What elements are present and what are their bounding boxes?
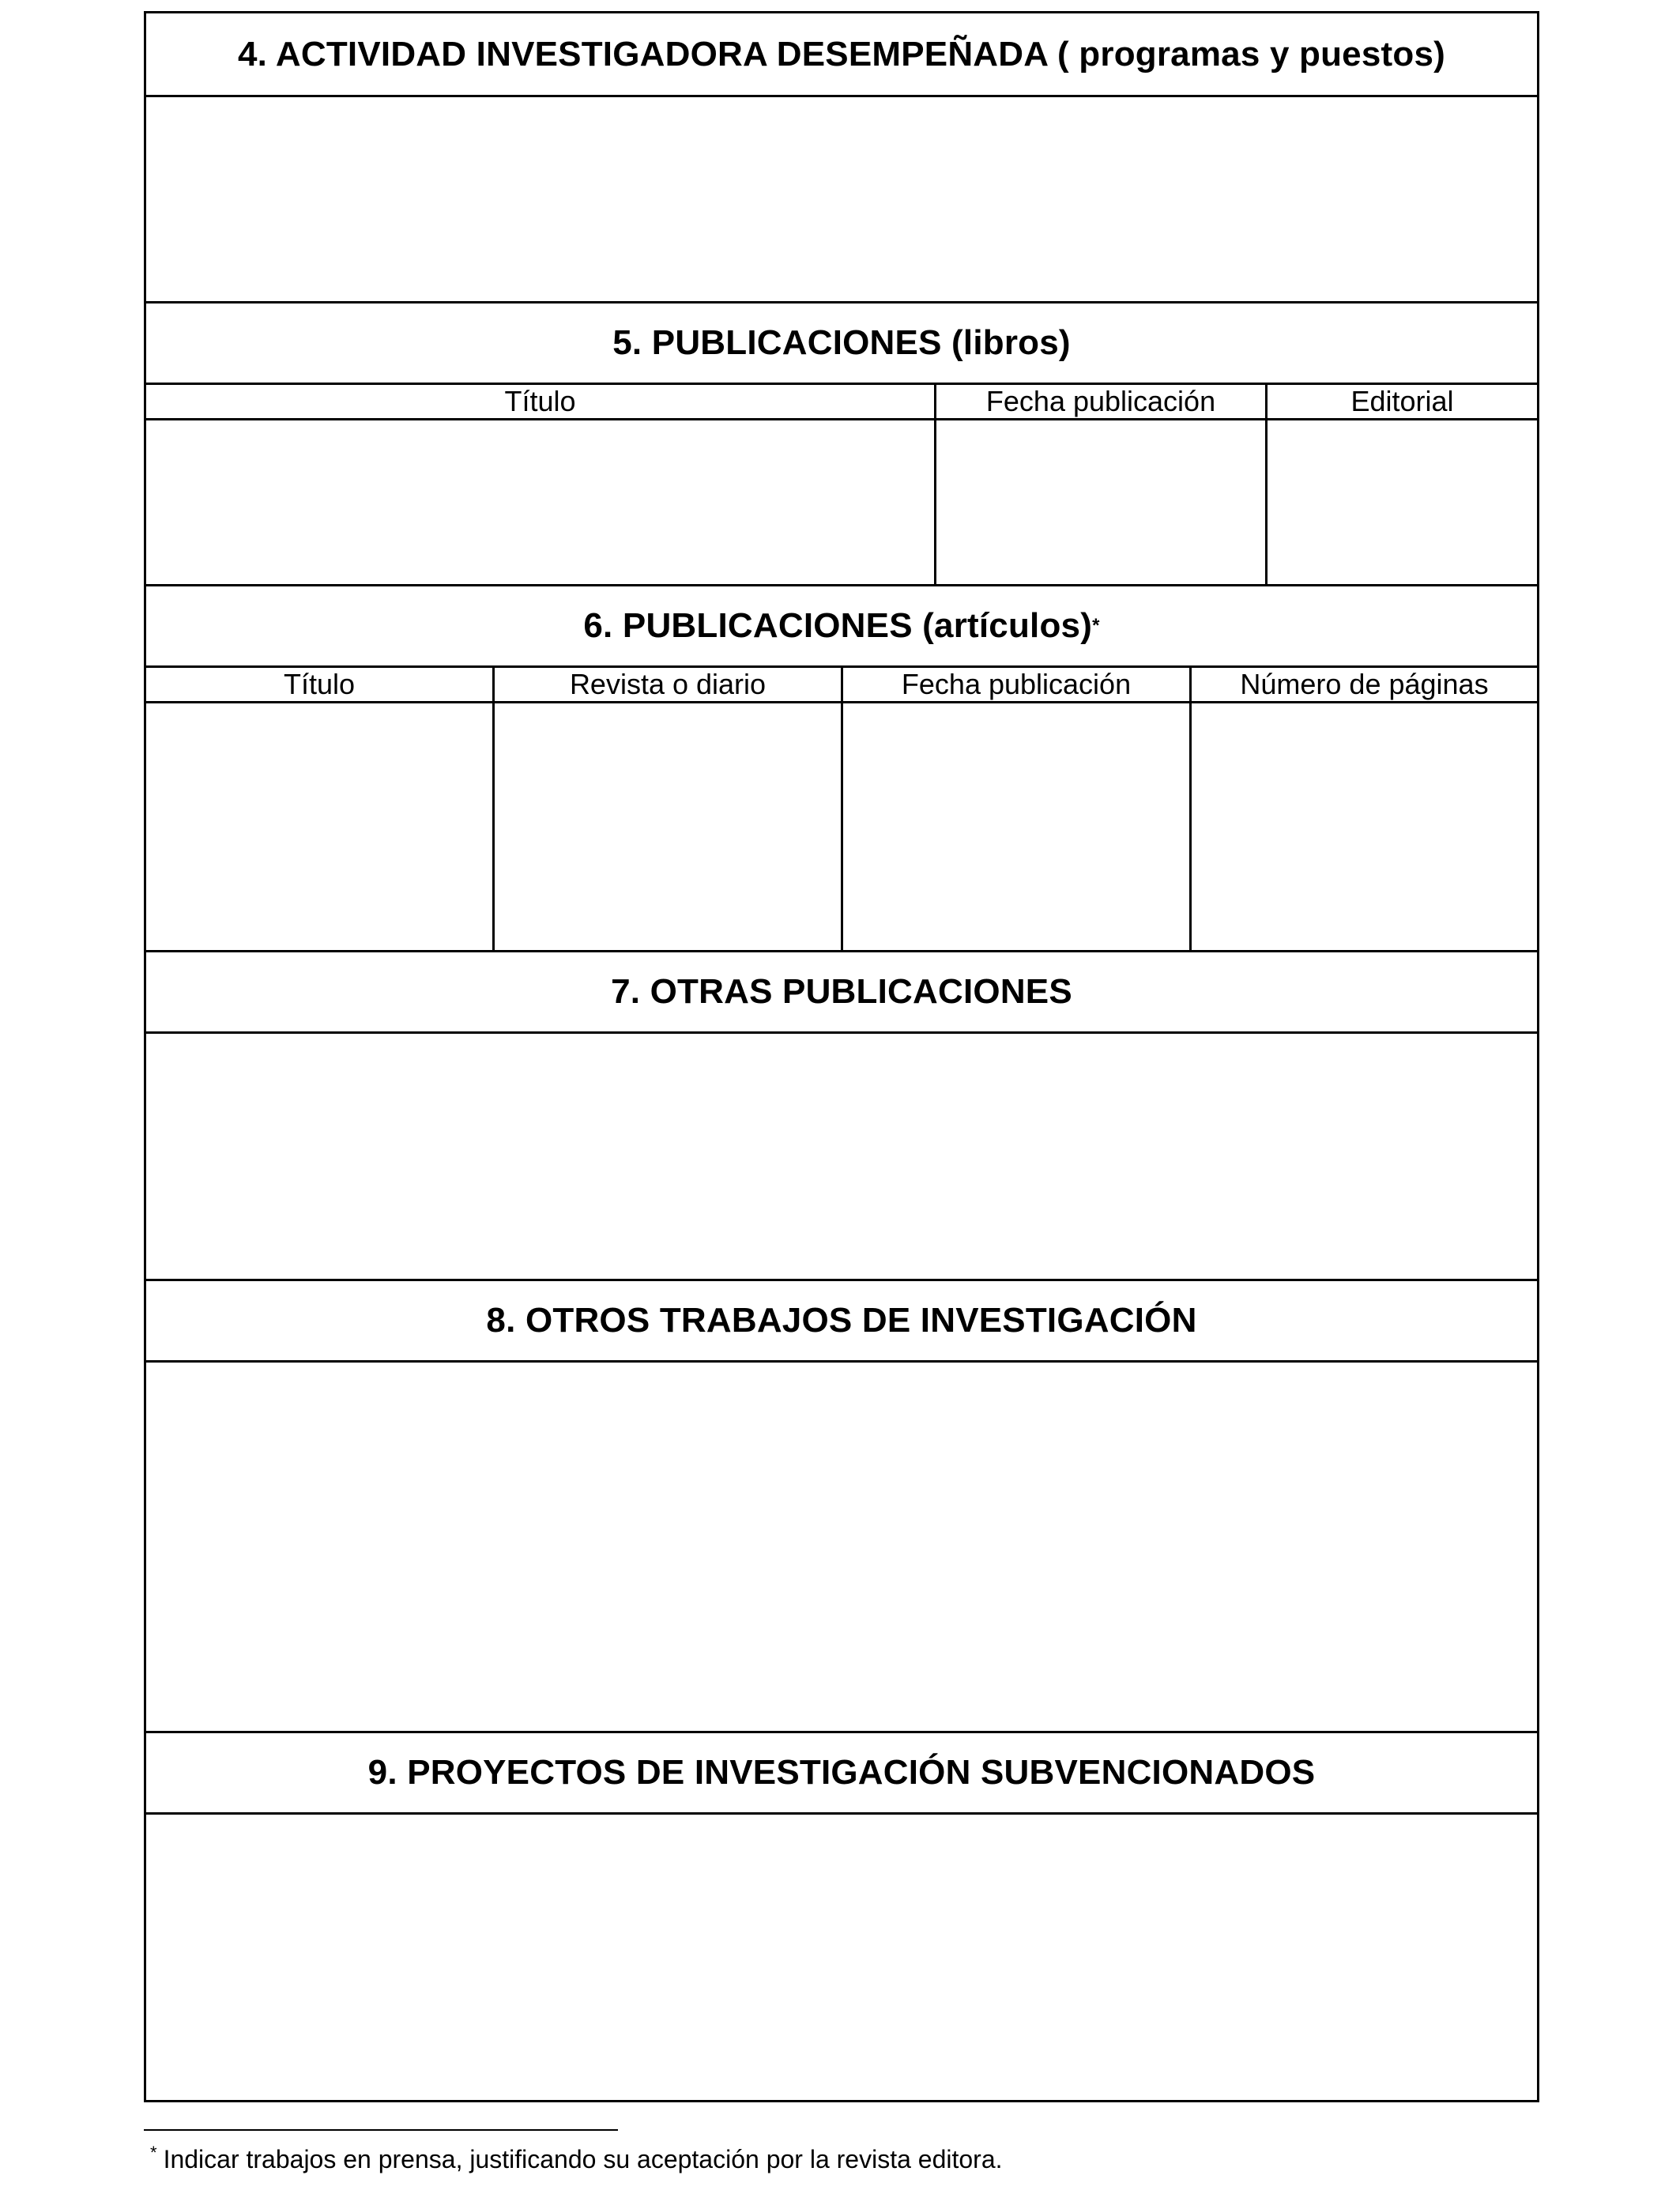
input-editorial[interactable] <box>1268 420 1537 584</box>
footnote-marker: * <box>150 2143 157 2163</box>
section-9-input-area[interactable] <box>146 1815 1537 2099</box>
section-6-column-headers <box>146 668 1537 701</box>
section-4-title: 4. ACTIVIDAD INVESTIGADORA DESEMPEÑADA ( programas y puestos) <box>238 34 1445 74</box>
input-fecha-publicacion[interactable] <box>936 420 1268 584</box>
section-8-header <box>146 1281 1537 1360</box>
column-header-fecha-publicacion: Fecha publicación <box>843 668 1192 701</box>
input-fecha-publicacion[interactable] <box>843 703 1192 950</box>
section-5-column-headers <box>146 385 1537 418</box>
column-header-revista-o-diario: Revista o diario <box>495 668 843 701</box>
section-9-header <box>146 1733 1537 1812</box>
column-header-numero-de-paginas: Número de páginas <box>1240 668 1489 700</box>
research-form <box>144 11 1539 2102</box>
section-4-header <box>146 13 1537 95</box>
section-9-title: 9. PROYECTOS DE INVESTIGACIÓN SUBVENCIONADOS <box>367 1753 1316 1792</box>
section-8-title: 8. OTROS TRABAJOS DE INVESTIGACIÓN <box>486 1301 1197 1340</box>
section-8-input-area[interactable] <box>146 1363 1537 1731</box>
footnote-rule <box>144 2129 618 2131</box>
section-7-input-area[interactable] <box>146 1034 1537 1279</box>
section-7-title: 7. OTRAS PUBLICACIONES <box>611 972 1072 1011</box>
section-5-input-row <box>146 420 1537 584</box>
column-header-editorial: Editorial <box>1350 385 1454 417</box>
input-numero-de-paginas[interactable] <box>1192 703 1537 950</box>
section-6-input-row <box>146 703 1537 950</box>
section-7-header <box>146 952 1537 1031</box>
footnote-text: Indicar trabajos en prensa, justificando su aceptación por la revista editora. <box>163 2145 1003 2173</box>
column-header-titulo: Título <box>146 668 495 701</box>
input-revista-o-diario[interactable] <box>495 703 843 950</box>
section-5-header <box>146 303 1537 383</box>
section-5-title: 5. PUBLICACIONES (libros) <box>612 323 1071 362</box>
input-titulo[interactable] <box>146 703 495 950</box>
section-6-title: 6. PUBLICACIONES (artículos) <box>583 606 1093 645</box>
input-titulo[interactable] <box>146 420 936 584</box>
section-4-input-area[interactable] <box>146 97 1537 301</box>
section-6-header: 6. PUBLICACIONES (artículos) * <box>583 606 1100 645</box>
column-header-fecha-publicacion: Fecha publicación <box>936 385 1268 418</box>
column-header-titulo: Título <box>146 385 936 418</box>
footnote <box>150 2145 1003 2174</box>
